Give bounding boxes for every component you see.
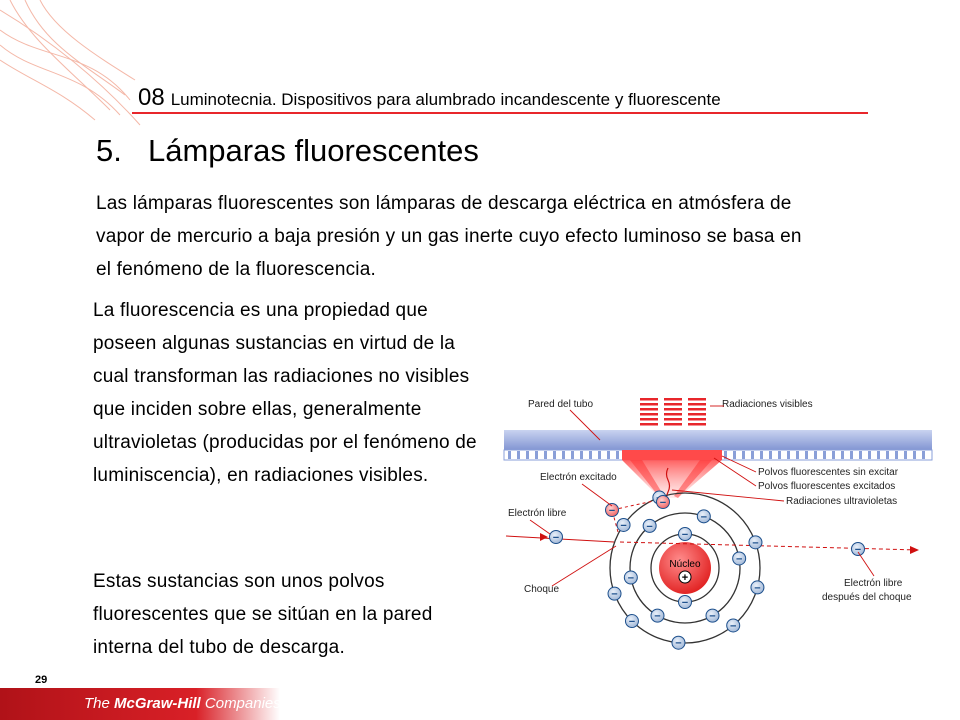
free-electron-path-out (620, 542, 918, 550)
phosphor-tick (571, 451, 574, 459)
publisher-logo (84, 695, 281, 712)
electron-sign: − (552, 532, 560, 544)
electron-sign: − (709, 610, 716, 623)
chapter-number: 08 (138, 84, 165, 111)
phosphor-tick (580, 451, 583, 459)
electron-sign: − (627, 572, 635, 585)
label-radiaciones-visibles: Radiaciones visibles (722, 399, 813, 410)
phosphor-tick (562, 451, 565, 459)
electron-sign: − (752, 537, 759, 550)
powders-paragraph: Estas sustancias son unos polvos fluorescentes que se sitúan en la pared interna del tubo de descarga. (93, 571, 433, 658)
electron-sign: − (700, 511, 708, 524)
electron-sign: − (754, 582, 761, 595)
phosphor-tick (535, 451, 538, 459)
label-electron-excitado: Electrón excitado (540, 472, 617, 483)
label-electron-libre-despues-1: Electrón libre (844, 578, 903, 589)
electron-sign: − (659, 497, 667, 509)
decorative-swirl (0, 0, 200, 140)
label-choque: Choque (524, 584, 560, 595)
header-rule (132, 112, 868, 114)
phosphor-tick (778, 451, 781, 459)
tube-wall (504, 430, 932, 450)
phosphor-tick (814, 451, 817, 459)
electron-sign: − (675, 637, 682, 650)
phosphor-tick (832, 451, 835, 459)
electron-sign: − (854, 544, 862, 556)
electron-sign: − (628, 616, 636, 629)
phosphor-tick (760, 451, 763, 459)
phosphor-tick (733, 451, 736, 459)
logo-suffix: Companies (204, 695, 281, 712)
label-polvos-excitados: Polvos fluorescentes excitados (758, 481, 896, 492)
electron-sign: − (654, 610, 661, 623)
phosphor-tick (598, 451, 601, 459)
phosphor-tick (751, 451, 754, 459)
electron-sign: − (608, 505, 616, 517)
phosphor-tick (508, 451, 511, 459)
proton-sign: + (681, 572, 689, 584)
phosphor-tick (886, 451, 889, 459)
phosphor-tick (553, 451, 556, 459)
free-electron-arrowhead-in (540, 533, 548, 541)
phosphor-tick (868, 451, 871, 459)
phosphor-tick (823, 451, 826, 459)
phosphor-tick (769, 451, 772, 459)
label-polvos-sin-excitar: Polvos fluorescentes sin excitar (758, 467, 899, 478)
phosphor-tick (850, 451, 853, 459)
logo-name: McGraw-Hill (114, 695, 201, 712)
phosphor-tick (913, 451, 916, 459)
phosphor-tick (895, 451, 898, 459)
label-electron-libre: Electrón libre (508, 508, 567, 519)
nucleus-label: Núcleo (669, 559, 701, 570)
intro-paragraph: Las lámparas fluorescentes son lámparas de descarga eléctrica en atmósfera de vapor de mercurio a baja presión y un gas inerte cuyo efecto luminoso se basa en el fenómeno de la fluorescencia. (96, 193, 802, 280)
label-radiaciones-uv: Radiaciones ultravioletas (786, 496, 898, 507)
phosphor-tick (841, 451, 844, 459)
logo-the: The (84, 695, 110, 712)
excited-phosphor-glow (622, 450, 722, 498)
electron-sign: − (681, 529, 689, 541)
phosphor-tick (796, 451, 799, 459)
phosphor-tick (859, 451, 862, 459)
section-number: 5. (96, 133, 122, 168)
fluorescence-diagram (500, 386, 940, 666)
phosphor-tick (922, 451, 925, 459)
phosphor-tick (526, 451, 529, 459)
electron-sign: − (735, 553, 743, 566)
electron-sign: − (646, 520, 653, 533)
phosphor-tick (805, 451, 808, 459)
phosphor-tick (742, 451, 745, 459)
phosphor-tick (517, 451, 520, 459)
phosphor-tick (544, 451, 547, 459)
electron-sign: − (620, 519, 627, 532)
chapter-header (138, 84, 721, 112)
section-heading (96, 133, 479, 169)
visible-radiation-marks (640, 398, 706, 426)
fluorescence-paragraph: La fluorescencia es una propiedad que poseen algunas sustancias en virtud de la cual transforman las radiaciones no visibles que inciden sobre ellas, generalmente ultravioletas (producidas por el fenómeno de luminiscencia), en radiaciones visibles. (93, 300, 477, 486)
phosphor-tick (904, 451, 907, 459)
free-electron-arrowhead-out (910, 546, 919, 554)
electron-sign: − (729, 620, 737, 633)
label-electron-libre-despues-2: después del choque (822, 592, 912, 603)
phosphor-tick (877, 451, 880, 459)
chapter-title: Luminotecnia. Dispositivos para alumbrado incandescente y fluorescente (170, 90, 721, 109)
phosphor-tick (616, 451, 619, 459)
label-pared-tubo: Pared del tubo (528, 399, 594, 410)
electron-sign: − (611, 588, 618, 601)
page-number: 29 (35, 674, 48, 686)
phosphor-tick (607, 451, 610, 459)
phosphor-tick (787, 451, 790, 459)
section-title: Lámparas fluorescentes (148, 133, 479, 168)
electron-sign: − (681, 597, 689, 609)
phosphor-tick (589, 451, 592, 459)
